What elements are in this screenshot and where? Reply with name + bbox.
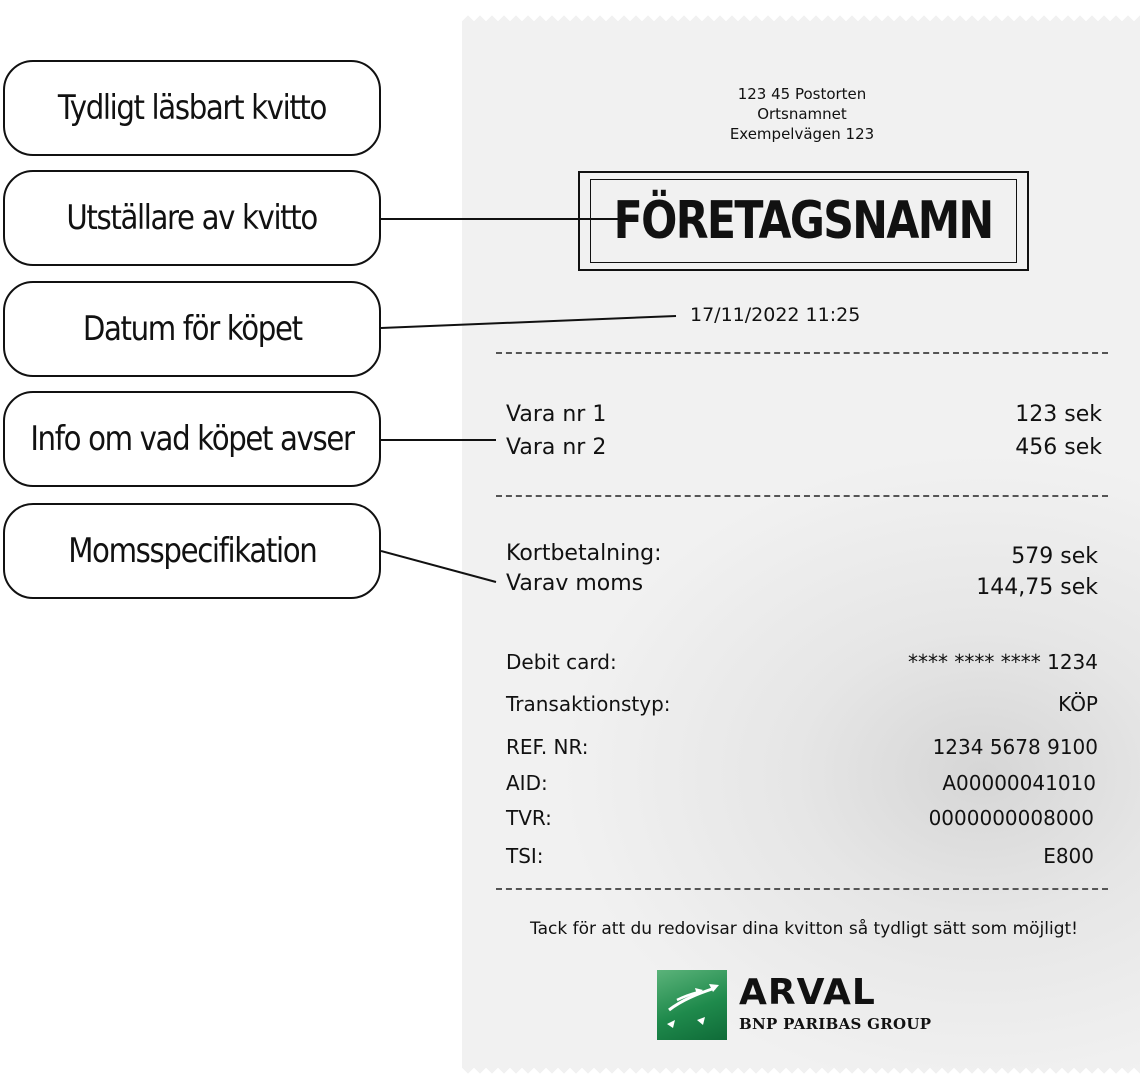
callout-vat-label: Momsspecifikation — [67, 531, 317, 571]
detail-row — [506, 735, 1098, 759]
callout-issuer — [3, 170, 381, 266]
address-line: Ortsnamnet — [757, 105, 847, 123]
callout-date — [3, 281, 381, 377]
callout-readable-label: Tydligt läsbart kvitto — [57, 88, 327, 128]
item-label: Vara nr 2 — [506, 435, 607, 460]
item-label: Vara nr 1 — [506, 402, 607, 427]
item-amount: 456 sek — [1015, 435, 1102, 460]
company-name: FÖRETAGSNAMN — [614, 191, 993, 251]
receipt-zigzag-top — [462, 13, 1140, 25]
bnp-stars-icon — [657, 970, 727, 1040]
detail-value: **** **** **** 1234 — [908, 650, 1098, 674]
callout-readable — [3, 60, 381, 156]
item-row — [506, 402, 1102, 427]
vat-label: Varav moms — [506, 571, 644, 596]
detail-label: TSI: — [506, 844, 544, 868]
detail-value: E800 — [1043, 844, 1094, 868]
detail-row — [506, 692, 1098, 716]
arval-logo — [657, 970, 967, 1042]
detail-label: REF. NR: — [506, 735, 589, 759]
detail-value: 1234 5678 9100 — [932, 735, 1098, 759]
divider — [496, 888, 1108, 890]
callout-info-label: Info om vad köpet avser — [30, 419, 354, 459]
detail-row — [506, 650, 1098, 674]
detail-value: KÖP — [1058, 692, 1098, 716]
callout-issuer-label: Utställare av kvitto — [66, 198, 318, 238]
detail-label: TVR: — [506, 806, 552, 830]
vat-amount: 144,75 sek — [976, 575, 1098, 600]
payment-row — [506, 541, 1098, 569]
divider — [496, 352, 1108, 354]
payment-amount: 579 sek — [1011, 544, 1098, 569]
detail-row — [506, 844, 1094, 868]
receipt — [462, 14, 1140, 1075]
item-row — [506, 435, 1102, 460]
vat-row — [506, 571, 1098, 600]
callout-info — [3, 391, 381, 487]
receipt-address — [662, 84, 942, 144]
detail-row — [506, 806, 1094, 830]
purchase-datetime: 17/11/2022 11:25 — [690, 304, 861, 326]
address-line: 123 45 Postorten — [737, 85, 867, 103]
detail-label: AID: — [506, 771, 548, 795]
payment-label: Kortbetalning: — [506, 541, 662, 566]
divider — [496, 495, 1108, 497]
company-name-box — [578, 171, 1029, 271]
address-line: Exempelvägen 123 — [729, 125, 875, 143]
detail-value: 0000000008000 — [928, 806, 1094, 830]
callout-date-label: Datum för köpet — [82, 309, 302, 349]
detail-value: A00000041010 — [942, 771, 1096, 795]
callout-vat — [3, 503, 381, 599]
logo-group: BNP PARIBAS GROUP — [739, 1015, 932, 1033]
receipt-zigzag-bottom — [462, 1064, 1140, 1076]
thank-you-note: Tack för att du redovisar dina kvitton så tydligt sätt som möjligt! — [530, 919, 1078, 939]
detail-label: Transaktionstyp: — [506, 692, 671, 716]
detail-label: Debit card: — [506, 650, 617, 674]
item-amount: 123 sek — [1015, 402, 1102, 427]
logo-brand: ARVAL — [739, 972, 876, 1013]
detail-row — [506, 771, 1096, 795]
